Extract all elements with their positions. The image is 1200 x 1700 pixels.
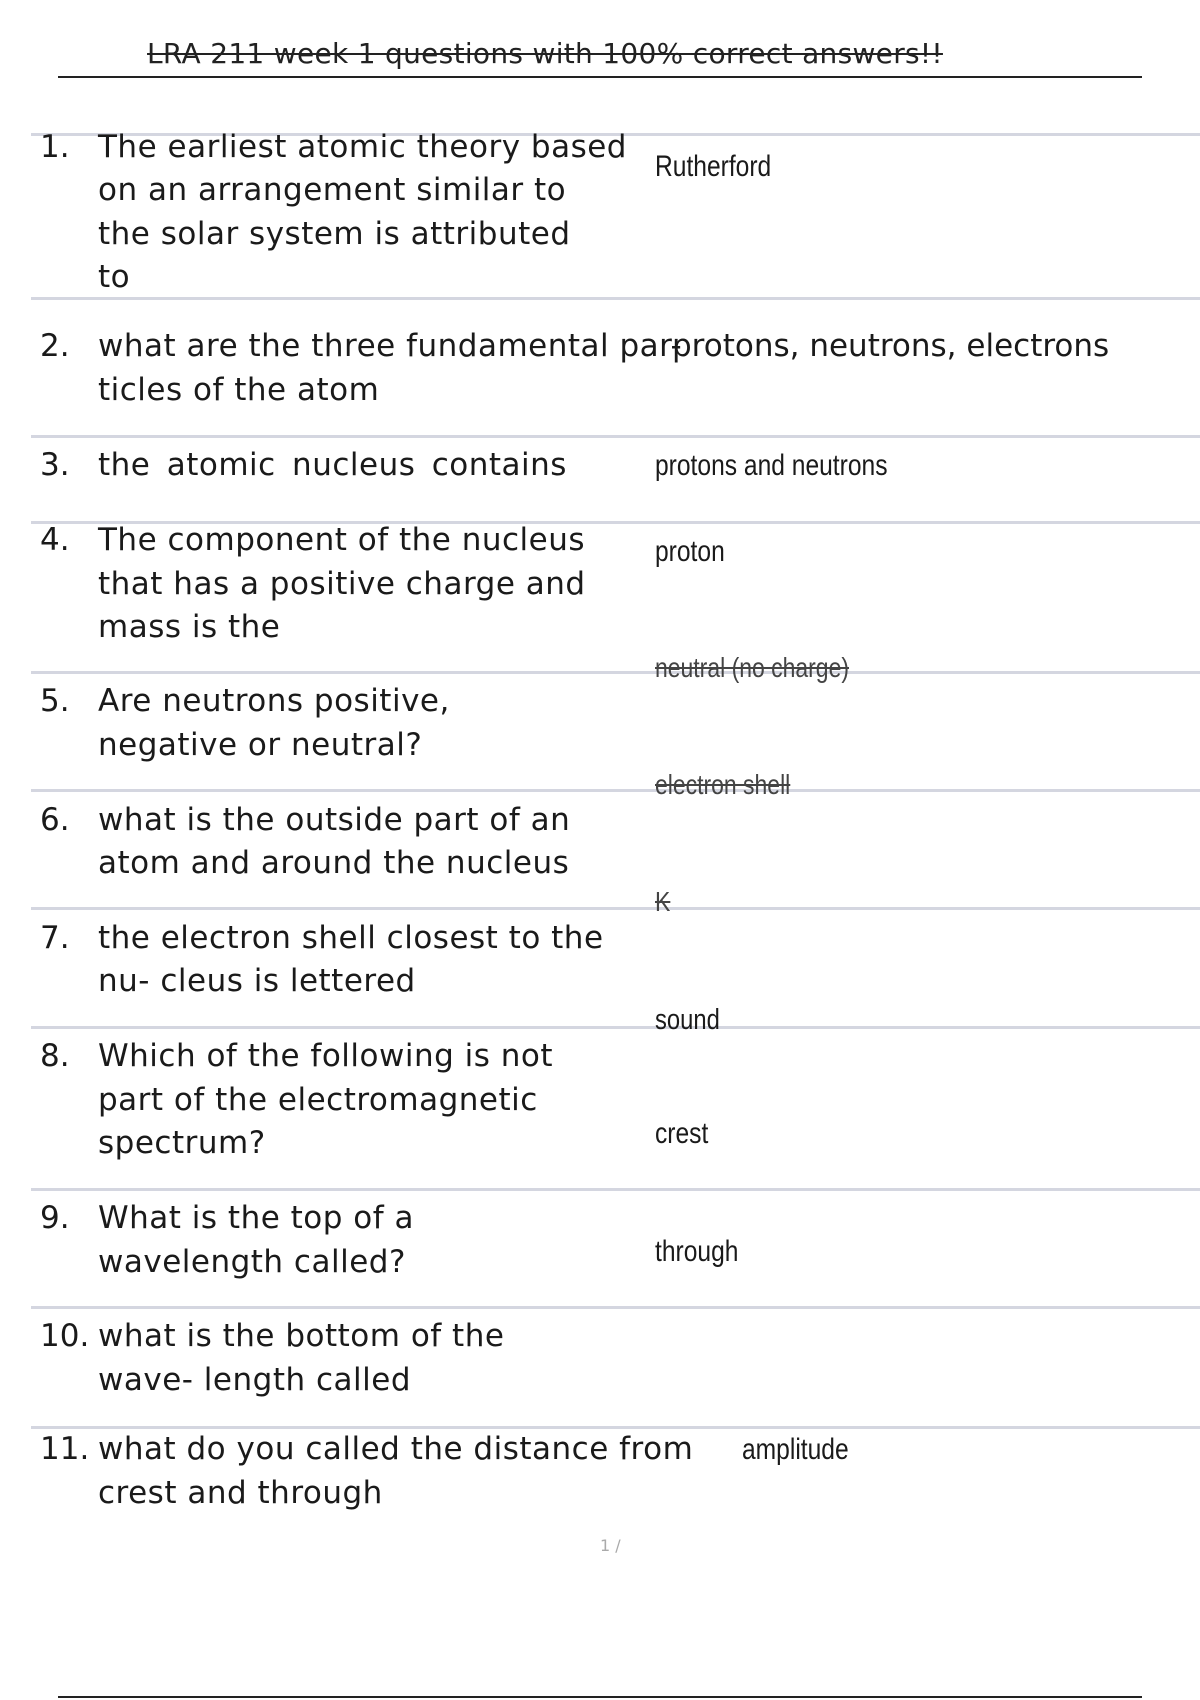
row-divider bbox=[31, 435, 1200, 438]
question-line: What is the top of a bbox=[98, 1200, 415, 1236]
question-line: The component of the nucleus bbox=[98, 522, 586, 558]
question-line: the solar system is attributed bbox=[98, 216, 571, 252]
question-line: atom and around the nucleus bbox=[98, 845, 570, 881]
answer: electron shell bbox=[655, 769, 791, 800]
question-number: 3. bbox=[40, 447, 70, 483]
footer-rule bbox=[58, 1696, 1142, 1698]
row-divider bbox=[31, 1188, 1200, 1191]
answer: protons, neutrons, electrons bbox=[672, 328, 1110, 364]
question-number: 8. bbox=[40, 1038, 70, 1074]
question-number: 5. bbox=[40, 683, 70, 719]
question-line: wave- length called bbox=[98, 1362, 411, 1398]
question-line: Which of the following is not bbox=[98, 1038, 554, 1074]
answer: protons and neutrons bbox=[655, 449, 888, 482]
question-number: 2. bbox=[40, 328, 70, 364]
answer: sound bbox=[655, 1004, 720, 1036]
question-line: mass is the bbox=[98, 609, 281, 645]
question-number: 9. bbox=[40, 1200, 70, 1236]
answer: Rutherford bbox=[655, 150, 772, 183]
question-line: what is the outside part of an bbox=[98, 802, 571, 838]
answer: K bbox=[655, 886, 671, 917]
answer: neutral (no charge) bbox=[655, 652, 849, 683]
answer: amplitude bbox=[742, 1433, 849, 1466]
question-line: nu- cleus is lettered bbox=[98, 963, 416, 999]
question-line: on an arrangement similar to bbox=[98, 172, 567, 208]
question-number: 6. bbox=[40, 802, 70, 838]
question-line: what is the bottom of the bbox=[98, 1318, 505, 1354]
question-number: 4. bbox=[40, 522, 70, 558]
question-line: part of the electromagnetic bbox=[98, 1082, 538, 1118]
row-divider bbox=[31, 789, 1200, 792]
question-line: what do you called the distance from bbox=[98, 1431, 694, 1467]
question-line: to bbox=[98, 259, 131, 295]
question-line: the electron shell closest to the bbox=[98, 920, 604, 956]
question-line: spectrum? bbox=[98, 1125, 266, 1161]
page-number: 1 / bbox=[600, 1536, 621, 1555]
question-number: 11. bbox=[40, 1431, 90, 1467]
row-divider bbox=[31, 1026, 1200, 1029]
question-number: 7. bbox=[40, 920, 70, 956]
row-divider bbox=[31, 1306, 1200, 1309]
page-title: LRA 211 week 1 questions with 100% correct answers!! bbox=[58, 30, 1142, 78]
question-line: what are the three fundamental par- bbox=[98, 328, 683, 364]
row-divider bbox=[31, 671, 1200, 674]
row-divider bbox=[31, 297, 1200, 300]
answer: through bbox=[655, 1235, 739, 1268]
question-line: negative or neutral? bbox=[98, 727, 423, 763]
question-line: ticles of the atom bbox=[98, 372, 380, 408]
row-divider bbox=[31, 907, 1200, 910]
question-line: The earliest atomic theory based bbox=[98, 129, 627, 165]
question-line: wavelength called? bbox=[98, 1244, 406, 1280]
question-number: 10. bbox=[40, 1318, 90, 1354]
answer: proton bbox=[655, 535, 725, 568]
question-line: crest and through bbox=[98, 1475, 383, 1511]
question-line: the atomic nucleus contains bbox=[98, 447, 567, 483]
question-line: Are neutrons positive, bbox=[98, 683, 450, 719]
question-line: that has a positive charge and bbox=[98, 566, 586, 602]
question-number: 1. bbox=[40, 129, 70, 165]
answer: crest bbox=[655, 1117, 709, 1150]
